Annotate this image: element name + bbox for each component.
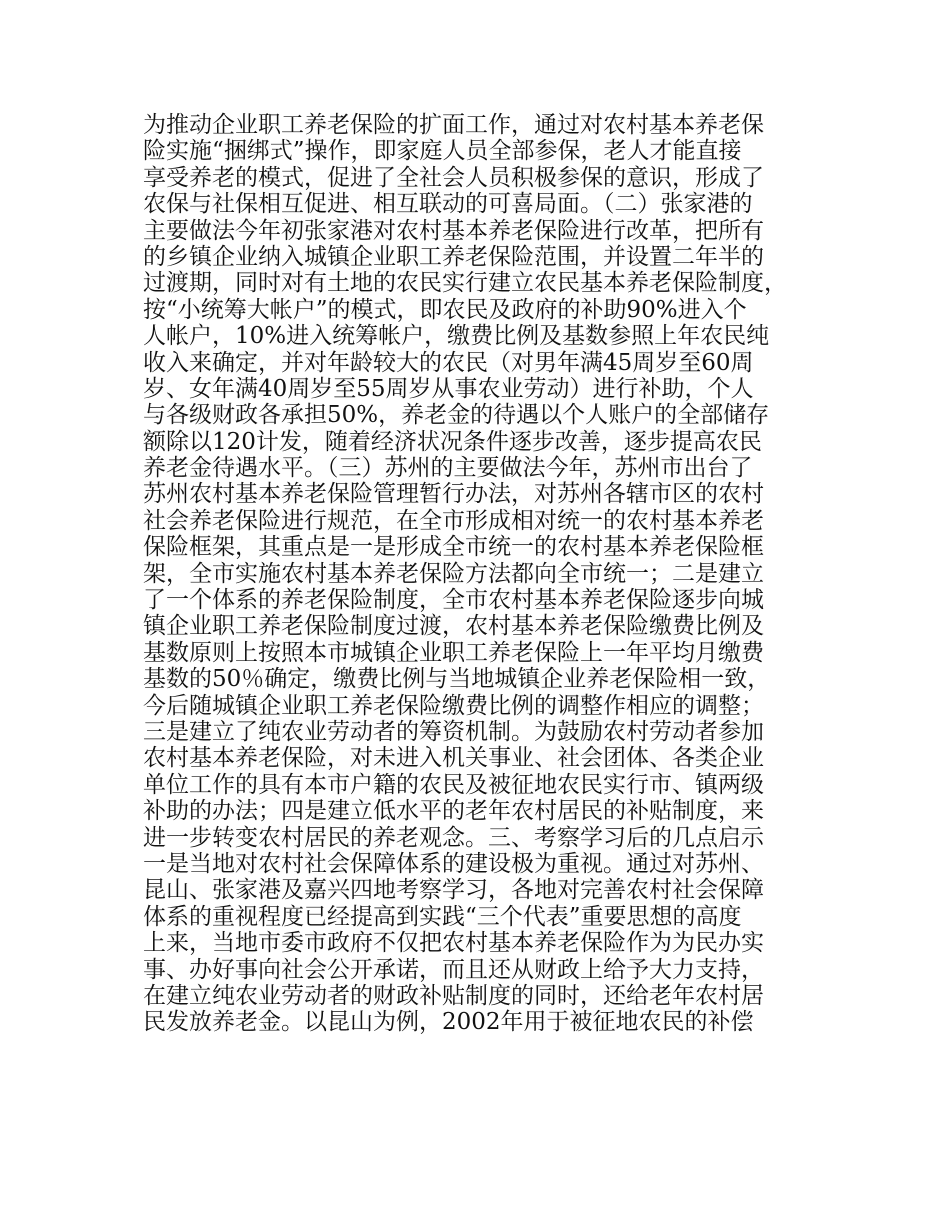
body-text (143, 112, 833, 1036)
text-line: 保险框架，其重点是一是形成全市统一的农村基本养老保险框 (143, 534, 764, 561)
text-line: 昆山、张家港及嘉兴四地考察学习，各地对完善农村社会保障 (143, 877, 764, 904)
text-line: 农村基本养老保险，对未进入机关事业、社会团体、各类企业 (143, 745, 764, 772)
text-line: 了一个体系的养老保险制度，全市农村基本养老保险逐步向城 (143, 587, 764, 614)
text-line: 为推动企业职工养老保险的扩面工作，通过对农村基本养老保 (143, 112, 764, 138)
text-line: 基数的50％确定，缴费比例与当地城镇企业养老保险相一致， (143, 666, 771, 693)
text-line: 体系的重视程度已经提高到实践“三个代表”重要思想的高度 (143, 903, 742, 930)
text-line: 岁、女年满40周岁至55周岁从事农业劳动）进行补助，个人 (143, 375, 754, 402)
text-line: 与各级财政各承担50%，养老金的待遇以个人账户的全部储存 (143, 402, 770, 429)
text-line: 收入来确定，并对年龄较大的农民（对男年满45周岁至60周 (143, 349, 754, 376)
text-line: 苏州农村基本养老保险管理暂行办法，对苏州各辖市区的农村 (143, 481, 764, 508)
text-line: 基数原则上按照本市城镇企业职工养老保险上一年平均月缴费 (143, 639, 764, 666)
text-line: 进一步转变农村居民的养老观念。三、考察学习后的几点启示 (143, 824, 764, 851)
text-line: 险实施“捆绑式”操作，即家庭人员全部参保，老人才能直接 (143, 138, 742, 165)
text-line: 的乡镇企业纳入城镇企业职工养老保险范围，并设置二年半的 (143, 243, 764, 270)
text-line: 事、办好事向社会公开承诺，而且还从财政上给予大力支持， (143, 956, 764, 983)
text-line: 补助的办法；四是建立低水平的老年农村居民的补贴制度，来 (143, 798, 764, 825)
text-line: 社会养老保险进行规范，在全市形成相对统一的农村基本养老 (143, 507, 764, 534)
text-line: 主要做法今年初张家港对农村基本养老保险进行改革，把所有 (143, 217, 764, 244)
text-line: 架，全市实施农村基本养老保险方法都向全市统一；二是建立 (143, 560, 764, 587)
text-line: 额除以120计发，随着经济状况条件逐步改善，逐步提高农民 (143, 428, 762, 455)
text-line: 过渡期，同时对有土地的农民实行建立农民基本养老保险制度， (143, 270, 787, 297)
text-line: 民发放养老金。以昆山为例，2002年用于被征地农民的补偿 (143, 1009, 754, 1036)
text-line: 镇企业职工养老保险制度过渡，农村基本养老保险缴费比例及 (143, 613, 764, 640)
text-line: 享受养老的模式，促进了全社会人员积极参保的意识，形成了 (143, 164, 764, 191)
text-line: 养老金待遇水平。（三）苏州的主要做法今年，苏州市出台了 (143, 455, 753, 482)
text-line: 上来，当地市委市政府不仅把农村基本养老保险作为为民办实 (143, 930, 764, 957)
text-line: 按“小统筹大帐户”的模式，即农民及政府的补助90%进入个 (143, 296, 747, 323)
text-line: 一是当地对农村社会保障体系的建设极为重视。通过对苏州、 (143, 850, 764, 877)
text-line: 人帐户，10%进入统筹帐户，缴费比例及基数参照上年农民纯 (143, 323, 770, 350)
text-line: 三是建立了纯农业劳动者的筹资机制。为鼓励农村劳动者参加 (143, 718, 764, 745)
text-line: 农保与社保相互促进、相互联动的可喜局面。（二）张家港的 (143, 191, 753, 218)
text-line: 在建立纯农业劳动者的财政补贴制度的同时，还给老年农村居 (143, 982, 764, 1009)
text-line: 单位工作的具有本市户籍的农民及被征地农民实行市、镇两级 (143, 771, 764, 798)
text-line: 今后随城镇企业职工养老保险缴费比例的调整作相应的调整； (143, 692, 764, 719)
